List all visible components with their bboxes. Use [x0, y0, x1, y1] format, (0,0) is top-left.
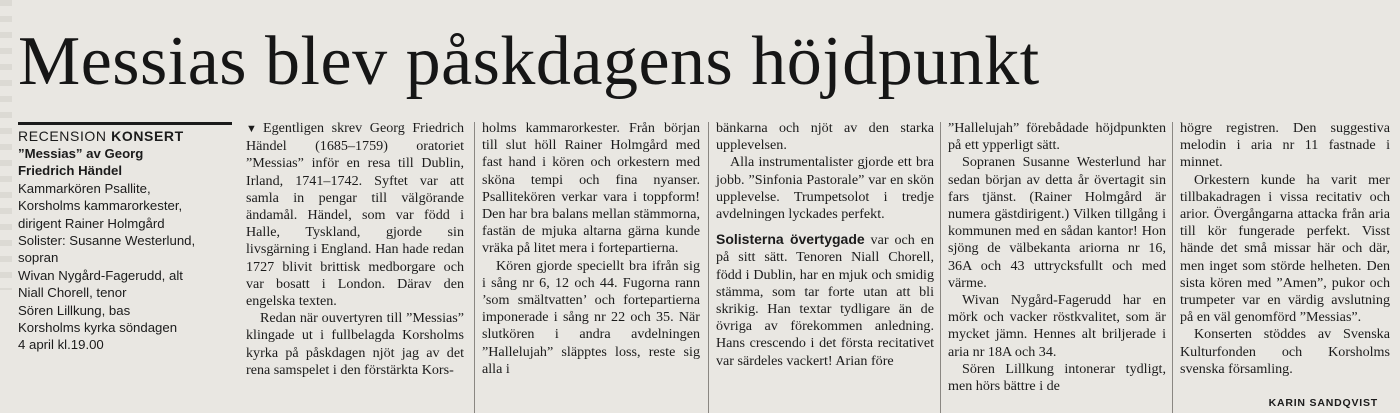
- column-divider: [940, 122, 941, 413]
- factbox-detail: Korsholms kammarorkester,: [18, 198, 183, 214]
- paragraph-text: var och en på sitt sätt. Tenoren Niall Chorell, född i Dublin, har en mjuk och smidig stämma, som tar forte utan att bli skrikig. Han textar tydligare än de övriga av förekommen anledning. Hans crescendo i det första recitativet var särdeles vackert! Arian före: [716, 232, 934, 369]
- article-column-2: [482, 120, 700, 378]
- headline: Messias blev påskdagens höjdpunkt: [18, 23, 1040, 100]
- article-paragraph: Redan när ouvertyren till ”Messias” klingade ut i fullbelagda Korsholms kyrka på påskdagen njöt jag av det rena samspelet i den förstärkta Kors-: [246, 310, 464, 378]
- review-kicker: [18, 127, 232, 145]
- column-divider: [1172, 122, 1173, 413]
- kicker-plain: RECENSION: [18, 128, 107, 144]
- factbox-detail: Solister: Susanne Westerlund,: [18, 233, 196, 249]
- article-paragraph: Wivan Nygård-Fagerudd har en mörk och vacker röstkvalitet, som är mycket jämn. Hennes alt briljerade i aria nr 18A och 34.: [948, 292, 1166, 360]
- article-paragraph: Alla instrumentalister gjorde ett bra jobb. ”Sinfonia Pastorale” var en skön upplevelse. Trumpetsolot i tredje avdelningen lyckades perfekt.: [716, 154, 934, 223]
- byline: KARIN SANDQVIST: [1268, 397, 1378, 409]
- article-column-3: [716, 120, 934, 370]
- factbox-rule: [18, 122, 232, 125]
- article-paragraph: Orkestern kunde ha varit mer tillbakadragen i vissa recitativ och arior. Övergångarna attacka från aria till kör fungerade perfekt. Visst hände det små missar här och där, men inget som störde helheten. Den sista kören med ”Amen”, pukor och trumpeter var en värdig avslutning på en väl genomförd ”Messias”.: [1180, 171, 1390, 326]
- factbox-detail: Kammarkören Psallite,: [18, 180, 151, 196]
- article-column-4: [948, 120, 1166, 395]
- work-title-line1: ”Messias” av Georg: [18, 146, 144, 161]
- article-paragraph: högre registren. Den suggestiva melodin i aria nr 11 fastnade i minnet.: [1180, 120, 1390, 171]
- factbox-detail: sopran: [18, 250, 59, 266]
- factbox-detail: Sören Lillkung, bas: [18, 302, 131, 318]
- article-paragraph: Konserten stöddes av Svenska Kulturfonden och Korsholms svenska församling.: [1180, 326, 1390, 377]
- bleed-through-margin: [0, 0, 12, 290]
- factbox-detail: Niall Chorell, tenor: [18, 285, 127, 301]
- factbox-detail: Wivan Nygård-Fagerudd, alt: [18, 267, 183, 283]
- review-factbox: [18, 122, 232, 354]
- factbox-detail: dirigent Rainer Holmgård: [18, 215, 165, 231]
- kicker-bold: KONSERT: [111, 128, 184, 144]
- column-divider: [474, 122, 475, 413]
- article-paragraph: holms kammarorkester. Från början till slut höll Rainer Holmgård med fast hand i kören och orkestern med sköna tempi och fina nyanser. Psallitekören verkar vara i toppform! Den har bra balans mellan stämmorna, fastän de mjuka altarna gärna kunde vräka på litet mera i fortepartierna.: [482, 120, 700, 257]
- article-paragraph: Sören Lillkung intonerar tydligt, men hörs bättre i de: [948, 360, 1166, 395]
- start-marker-icon: ▼: [246, 123, 261, 135]
- article-paragraph: [246, 120, 464, 310]
- paragraph-text: Egentligen skrev Georg Friedrich Händel (1685–1759) oratoriet ”Messias” inför en resa till Dublin, Irland, 1741–1742. Syftet var att samla in pengar till välgörande ändamål. Händel, som var född i Halle, Tyskland, gjorde sin livsgärning i England. Han hade redan 1727 blivit brittisk medborgare och var bosatt i London. Därav den engelska texten.: [246, 120, 465, 310]
- article-paragraph: bänkarna och njöt av den starka upplevelsen.: [716, 120, 934, 154]
- factbox-detail: 4 april kl.19.00: [18, 337, 104, 353]
- column-divider: [708, 122, 709, 413]
- article-column-1: [246, 120, 464, 379]
- article-paragraph: Sopranen Susanne Westerlund har sedan början av detta år övertagit sin fars tjänst. (Rainer Holmgård är numera gästdirigent.) Vilken tillgång i kommunen med en sådan kantor! Hon sjöng de välbekanta ariorna nr 16, 36A och 43 uttrycksfullt och med värme.: [948, 154, 1166, 291]
- subheading: Solisterna övertygade: [716, 231, 865, 248]
- article-column-5: [1180, 120, 1390, 378]
- article-paragraph: ”Hallelujah” förebådade höjdpunkten på ett ypperligt sätt.: [948, 120, 1166, 154]
- factbox-detail: Korsholms kyrka söndagen: [18, 320, 178, 336]
- article-paragraph: Kören gjorde speciellt bra ifrån sig i sång nr 6, 12 och 44. Fugorna rann ’som smältvatten’ och fortepartierna imponerade i sång nr 22 och 35. När slutkören i andra avdelningen ”Hallelujah” släpptes loss, reste sig alla i: [482, 257, 700, 377]
- work-title-line2: Friedrich Händel: [18, 163, 123, 179]
